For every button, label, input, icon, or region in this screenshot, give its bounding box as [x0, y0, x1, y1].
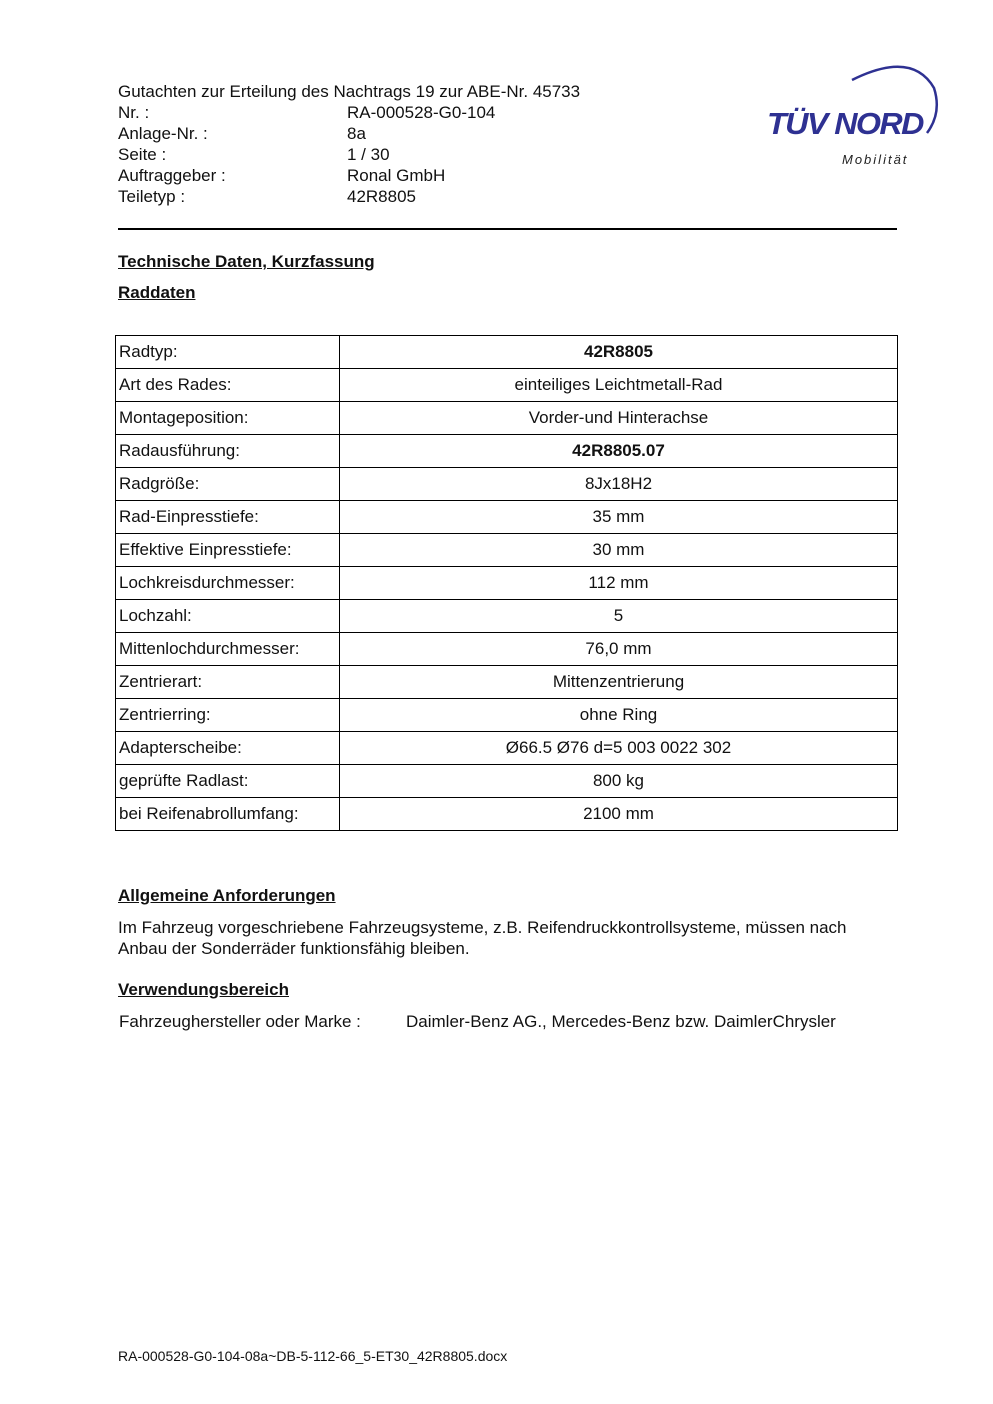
table-row — [116, 765, 898, 798]
section-heading-technical-summary: Technische Daten, Kurzfassung — [118, 252, 375, 271]
table-row — [116, 567, 898, 600]
meta-row-client — [118, 165, 718, 186]
table-row — [116, 666, 898, 699]
table-row — [116, 534, 898, 567]
table-cell-label: Lochzahl: — [116, 600, 340, 633]
meta-key: Teiletyp : — [118, 187, 186, 206]
table-row — [116, 501, 898, 534]
table-cell-value: Mittenzentrierung — [340, 666, 898, 699]
table-cell-value: 2100 mm — [340, 798, 898, 831]
table-cell-value: 76,0 mm — [340, 633, 898, 666]
table-cell-value: 5 — [340, 600, 898, 633]
table-cell-label: bei Reifenabrollumfang: — [116, 798, 340, 831]
table-row — [116, 336, 898, 369]
meta-key: Nr. : — [118, 103, 150, 122]
tuv-nord-logo — [762, 58, 942, 173]
section-heading-wheel-data: Raddaten — [118, 283, 196, 302]
table-cell-value: einteiliges Leichtmetall-Rad — [340, 369, 898, 402]
table-cell-label: Rad-Einpresstiefe: — [116, 501, 340, 534]
document-header — [118, 81, 718, 207]
table-cell-label: Montageposition: — [116, 402, 340, 435]
application-range-row — [119, 1012, 836, 1032]
table-cell-label: Mittenlochdurchmesser: — [116, 633, 340, 666]
table-row — [116, 468, 898, 501]
table-cell-label: Lochkreisdurchmesser: — [116, 567, 340, 600]
meta-key: Seite : — [118, 145, 167, 164]
meta-row-page — [118, 144, 718, 165]
table-row — [116, 369, 898, 402]
table-row — [116, 600, 898, 633]
table-cell-value: 42R8805 — [340, 336, 898, 369]
table-cell-value: 42R8805.07 — [340, 435, 898, 468]
usage-value: Daimler-Benz AG., Mercedes-Benz bzw. DaimlerChrysler — [406, 1012, 836, 1031]
table-cell-value: 800 kg — [340, 765, 898, 798]
table-cell-label: Zentrierring: — [116, 699, 340, 732]
header-divider — [118, 228, 897, 230]
table-row — [116, 732, 898, 765]
meta-row-attachment — [118, 123, 718, 144]
table-cell-label: Radtyp: — [116, 336, 340, 369]
table-cell-label: Adapterscheibe: — [116, 732, 340, 765]
table-cell-label: Zentrierart: — [116, 666, 340, 699]
table-cell-label: geprüfte Radlast: — [116, 765, 340, 798]
table-row — [116, 699, 898, 732]
meta-row-part-type — [118, 186, 718, 207]
footer-filename: RA-000528-G0-104-08a~DB-5-112-66_5-ET30_42R8805.docx — [118, 1348, 508, 1364]
section-heading-general-requirements: Allgemeine Anforderungen — [118, 886, 336, 905]
table-cell-label: Art des Rades: — [116, 369, 340, 402]
table-row — [116, 633, 898, 666]
meta-value: 8a — [347, 124, 366, 143]
meta-key: Anlage-Nr. : — [118, 124, 208, 143]
table-cell-value: 8Jx18H2 — [340, 468, 898, 501]
table-row — [116, 435, 898, 468]
table-row — [116, 798, 898, 831]
usage-key: Fahrzeughersteller oder Marke : — [119, 1012, 361, 1031]
wheel-data-table — [115, 335, 898, 831]
document-title: Gutachten zur Erteilung des Nachtrags 19 zur ABE-Nr. 45733 — [118, 82, 581, 101]
table-cell-value: 35 mm — [340, 501, 898, 534]
meta-key: Auftraggeber : — [118, 166, 226, 185]
meta-value: RA-000528-G0-104 — [347, 103, 496, 122]
logo-subtitle: Mobilität — [842, 152, 909, 167]
table-cell-value: ohne Ring — [340, 699, 898, 732]
meta-value: 42R8805 — [347, 187, 417, 206]
logo-brand: TÜV NORD — [767, 106, 923, 141]
meta-value: 1 / 30 — [347, 145, 390, 164]
meta-row-number — [118, 102, 718, 123]
section-heading-application-range: Verwendungsbereich — [118, 980, 289, 999]
table-cell-label: Radgröße: — [116, 468, 340, 501]
general-requirements-text: Im Fahrzeug vorgeschriebene Fahrzeugsysteme, z.B. Reifendruckkontrollsysteme, müssen nach Anbau der Sonderräder funktionsfähig bleiben. — [118, 918, 847, 958]
table-cell-value: Ø66.5 Ø76 d=5 003 0022 302 — [340, 732, 898, 765]
meta-value: Ronal GmbH — [347, 166, 446, 185]
table-cell-value: 112 mm — [340, 567, 898, 600]
table-cell-label: Effektive Einpresstiefe: — [116, 534, 340, 567]
table-cell-label: Radausführung: — [116, 435, 340, 468]
table-cell-value: 30 mm — [340, 534, 898, 567]
table-cell-value: Vorder-und Hinterachse — [340, 402, 898, 435]
table-row — [116, 402, 898, 435]
